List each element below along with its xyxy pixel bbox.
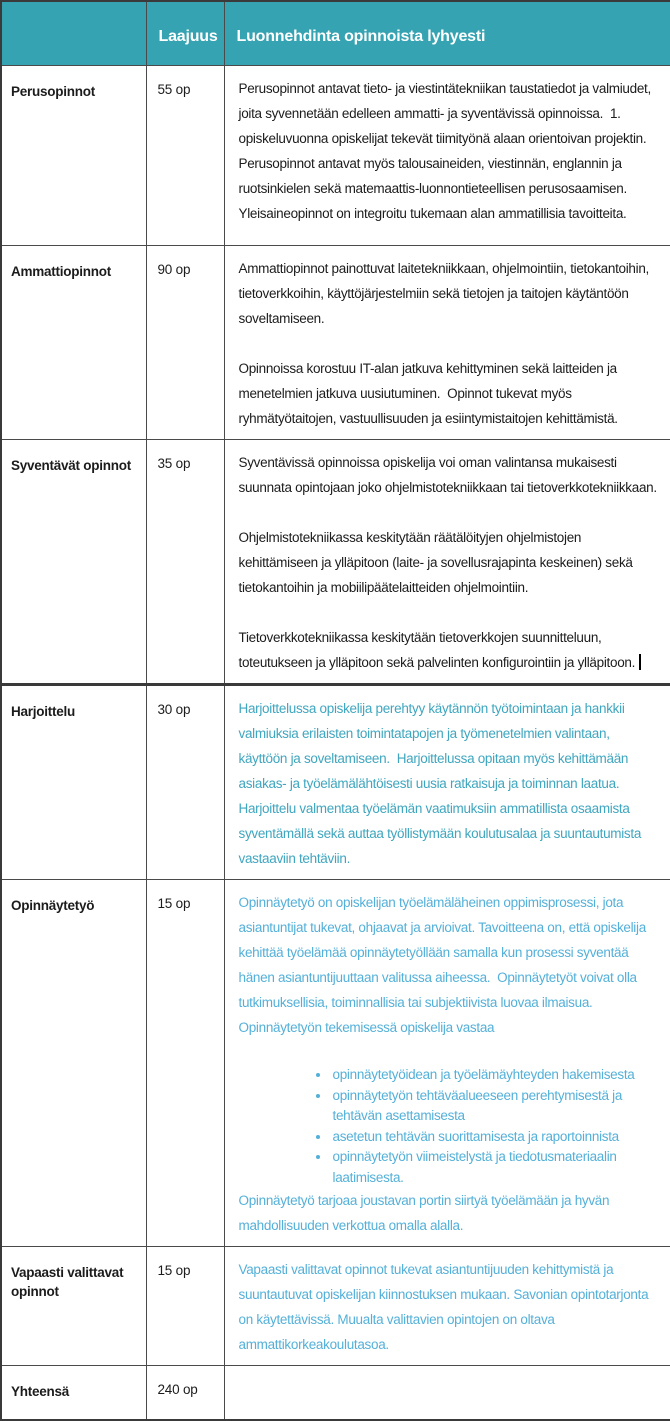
- table-row: [1, 1366, 670, 1420]
- table-body: [1, 66, 670, 1420]
- row-label-cell[interactable]: Vapaasti valittavat opinnot: [1, 1247, 146, 1366]
- bullet-item: • opinnäytetyön tehtäväalueeseen perehtymisestä ja tehtävän asettamisesta: [331, 1086, 659, 1127]
- table-row: [1, 440, 670, 685]
- bullet-item: • asetetun tehtävän suorittamisesta ja raportoinnista: [331, 1127, 659, 1148]
- row-description-cell[interactable]: [224, 1247, 670, 1366]
- row-credits-cell[interactable]: 15 op: [146, 880, 224, 1247]
- table-row: [1, 880, 670, 1247]
- row-description-cell[interactable]: [224, 1366, 670, 1420]
- row-credits-cell[interactable]: 240 op: [146, 1366, 224, 1420]
- row-description-cell[interactable]: [224, 440, 670, 685]
- header-cell-luonnehdinta: Luonnehdinta opinnoista lyhyesti: [224, 1, 670, 66]
- row-credits-cell[interactable]: 30 op: [146, 685, 224, 880]
- description-paragraph: Opinnäytetyö tarjoaa joustavan portin siirtyä työelämään ja hyvän mahdollisuuden verkottua omalla alalla.: [238, 1193, 613, 1233]
- description-paragraph: Harjoittelussa opiskelija perehtyy käytännön työtoimintaan ja hankkii valmiuksia erilaisten toimintatapojen ja työmenetelmien valintaan, käyttöön ja soveltamiseen. Harjoittelussa opitaan myös kehittämään asiakas- ja työelämälähtöisesti uusia ratkaisuja ja toiminnan laatua. Harjoittelu valmentaa työelämän vaatimuksiin ammatillista osaamista syventämällä sekä auttaa työllistymään koulutusalaa ja suuntautumista vastaaviin tehtäviin.: [238, 701, 645, 866]
- table-row: [1, 685, 670, 880]
- row-description-cell[interactable]: [224, 880, 670, 1247]
- description-paragraph: Vapaasti valittavat opinnot tukevat asiantuntijuuden kehittymistä ja suuntautuvat opiskelijan kiinnostuksen mukaan. Savonian opintotarjonta on käytettävissä. Muualta valittavien opintojen on oltava ammattikorkeakoulutasoa.: [238, 1262, 652, 1352]
- description-paragraph: Opinnoissa korostuu IT-alan jatkuva kehittyminen sekä laitteiden ja menetelmien jatkuva uusiutuminen. Opinnot tukevat myös ryhmätyötaitojen, vastuullisuuden ja esiintymistaitojen kehittämistä.: [238, 361, 621, 426]
- row-label-cell[interactable]: Harjoittelu: [1, 685, 146, 880]
- description-paragraph: Perusopinnot antavat tieto- ja viestintätekniikan taustatiedot ja valmiudet, joita syvennetään edelleen ammatti- ja syventävissä opinnoissa. 1. opiskeluvuonna opiskelijat tekevät tiimityönä alaan orientoivan projektin. Perusopinnot antavat myös talousaineiden, viestinnän, englannin ja ruotsinkielen sekä matemaattis-luonnontieteellisen perusosaamisen. Yleisaineopinnot on integroitu tukemaan alan ammatillisia tavoitteita.: [238, 81, 655, 221]
- description-paragraph: Tietoverkkotekniikassa keskitytään tietoverkkojen suunnitteluun, toteutukseen ja ylläpitoon sekä palvelinten konfigurointiin ja ylläpitoon.: [239, 625, 659, 675]
- row-label-cell[interactable]: Opinnäytetyö: [1, 880, 146, 1247]
- description-paragraph: Ohjelmistotekniikassa keskitytään räätälöityjen ohjelmistojen kehittämiseen ja ylläpitoon (laite- ja sovellusrajapinta keskeinen) sekä tietokantoihin ja mobiilipäätelaitteiden ohjelmointiin.: [238, 530, 637, 595]
- description-paragraph: Ammattiopinnot painottuvat laitetekniikkaan, ohjelmointiin, tietokantoihin, tietoverkkoihin, käyttöjärjestelmiin sekä tietojen ja taitojen käytäntöön soveltamiseen.: [238, 261, 653, 326]
- description-paragraph: Syventävissä opinnoissa opiskelija voi oman valintansa mukaisesti suunnata opintojaan joko ohjelmistotekniikkaan tai tietoverkkotekniikkaan.: [238, 455, 657, 495]
- row-label-cell[interactable]: Perusopinnot: [1, 66, 146, 246]
- row-label-cell[interactable]: Ammattiopinnot: [1, 246, 146, 440]
- header-row: [1, 1, 670, 66]
- bullet-item: • opinnäytetyöidean ja työelämäyhteyden hakemisesta: [331, 1065, 659, 1086]
- table-row: [1, 1247, 670, 1366]
- row-credits-cell[interactable]: 55 op: [146, 66, 224, 246]
- row-credits-cell[interactable]: 90 op: [146, 246, 224, 440]
- description-paragraph: Opinnäytetyö on opiskelijan työelämäläheinen oppimisprosessi, jota asiantuntijat tukevat, ohjaavat ja arvioivat. Tavoitteena on, että opiskelija kehittää työelämää opinnäytetyöllään samalla kun prosessi syventää hänen asiantuntijuuttaan valitussa aiheessa. Opinnäytetyöt voivat olla tutkimuksellisia, toiminnallisia tai subjektiivista luovaa ilmaisua. Opinnäytetyön tekemisessä opiskelija vastaa: [238, 895, 650, 1035]
- row-description-cell[interactable]: [224, 685, 670, 880]
- header-cell-laajuus: Laajuus: [146, 1, 224, 66]
- row-description-cell[interactable]: [224, 246, 670, 440]
- row-credits-cell[interactable]: 35 op: [146, 440, 224, 685]
- bullet-item: • opinnäytetyön viimeistelystä ja tiedotusmateriaalin laatimisesta.: [331, 1147, 659, 1188]
- table-row: [1, 246, 670, 440]
- bullet-list: [239, 1065, 659, 1188]
- row-description-cell[interactable]: [224, 66, 670, 246]
- row-credits-cell[interactable]: 15 op: [146, 1247, 224, 1366]
- text-cursor: [639, 654, 641, 670]
- row-label-cell[interactable]: Syventävät opinnot: [1, 440, 146, 685]
- table-row: [1, 66, 670, 246]
- header-cell-empty: [1, 1, 146, 66]
- row-label-cell[interactable]: Yhteensä: [1, 1366, 146, 1420]
